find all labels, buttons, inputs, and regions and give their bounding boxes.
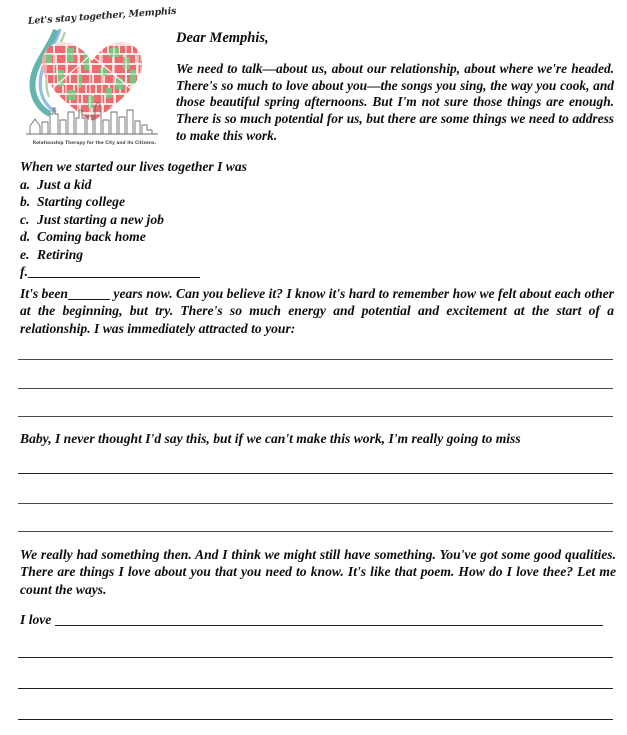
option-b-marker: b. — [20, 194, 31, 210]
answer-line-3-1[interactable] — [55, 614, 603, 626]
option-c[interactable] — [20, 211, 360, 228]
i-love-lead-line — [20, 612, 614, 628]
paragraph-two-before-blank: It's been — [20, 286, 68, 301]
paragraph-three: Baby, I never thought I'd say this, but if we can't make this work, I'm really going to miss — [20, 431, 521, 446]
paragraph-four: We really had something then. And I think we might still have something. You've got some good qualities. There are things I love about you that you need to know. It's like that poem. How do I love thee? Let me count the ways. — [20, 547, 616, 597]
option-a[interactable] — [20, 176, 360, 193]
option-f-write-in[interactable] — [20, 263, 360, 280]
question-one-options — [20, 176, 360, 280]
answer-line-3-4[interactable] — [18, 719, 613, 720]
memphis-logo — [22, 5, 177, 152]
option-a-label: Just a kid — [37, 177, 92, 192]
i-love-lead-in: I love — [20, 612, 52, 627]
option-b[interactable] — [20, 193, 360, 210]
answer-line-1-3[interactable] — [18, 416, 613, 417]
logo-tagline: Relationship Therapy for the City and its Citizens. — [32, 141, 157, 146]
option-b-label: Starting college — [37, 194, 125, 210]
option-f-blank[interactable] — [28, 265, 200, 278]
answer-line-3-3[interactable] — [18, 688, 613, 689]
paragraph-two-after-blank: years now. Can you believe it? I know it's hard to remember how we felt about each other at the beginning, but try. There's so much energy and potential and excitement at the start of a relationship. I was immediately attracted to your: — [20, 286, 614, 336]
option-f-marker: f. — [20, 263, 28, 279]
option-c-label: Just starting a new job — [37, 211, 164, 227]
option-e-marker: e. — [20, 246, 30, 262]
logo-script-text: Let's stay together, Memphis — [27, 5, 177, 27]
question-one-stem: When we started our lives together I was — [20, 159, 247, 174]
answer-line-2-3[interactable] — [18, 531, 613, 532]
salutation: Dear Memphis, — [176, 30, 269, 46]
paragraph-two — [20, 285, 614, 337]
option-d-marker: d. — [20, 229, 31, 245]
option-e[interactable] — [20, 246, 360, 263]
answer-line-1-1[interactable] — [18, 359, 613, 360]
answer-line-1-2[interactable] — [18, 388, 613, 389]
intro-paragraph: We need to talk—about us, about our relationship, about where we're headed. There's so much to love about you—the songs you sing, the way you cook, and those beautiful spring afternoons. But I'm not sure those things are enough. There is so much potential for us, but there are some things we need to address to make this work. — [176, 60, 614, 144]
option-e-label: Retiring — [37, 246, 84, 262]
heart-map-artwork-icon — [22, 26, 167, 136]
option-d-label: Coming back home — [37, 229, 146, 245]
answer-line-2-1[interactable] — [18, 473, 613, 474]
answer-line-3-2[interactable] — [18, 657, 613, 658]
option-d[interactable] — [20, 228, 360, 245]
option-c-marker: c. — [20, 211, 30, 227]
option-a-marker: a. — [20, 177, 31, 192]
answer-line-2-2[interactable] — [18, 503, 613, 504]
years-blank[interactable] — [68, 288, 110, 300]
letter-header — [176, 30, 614, 145]
